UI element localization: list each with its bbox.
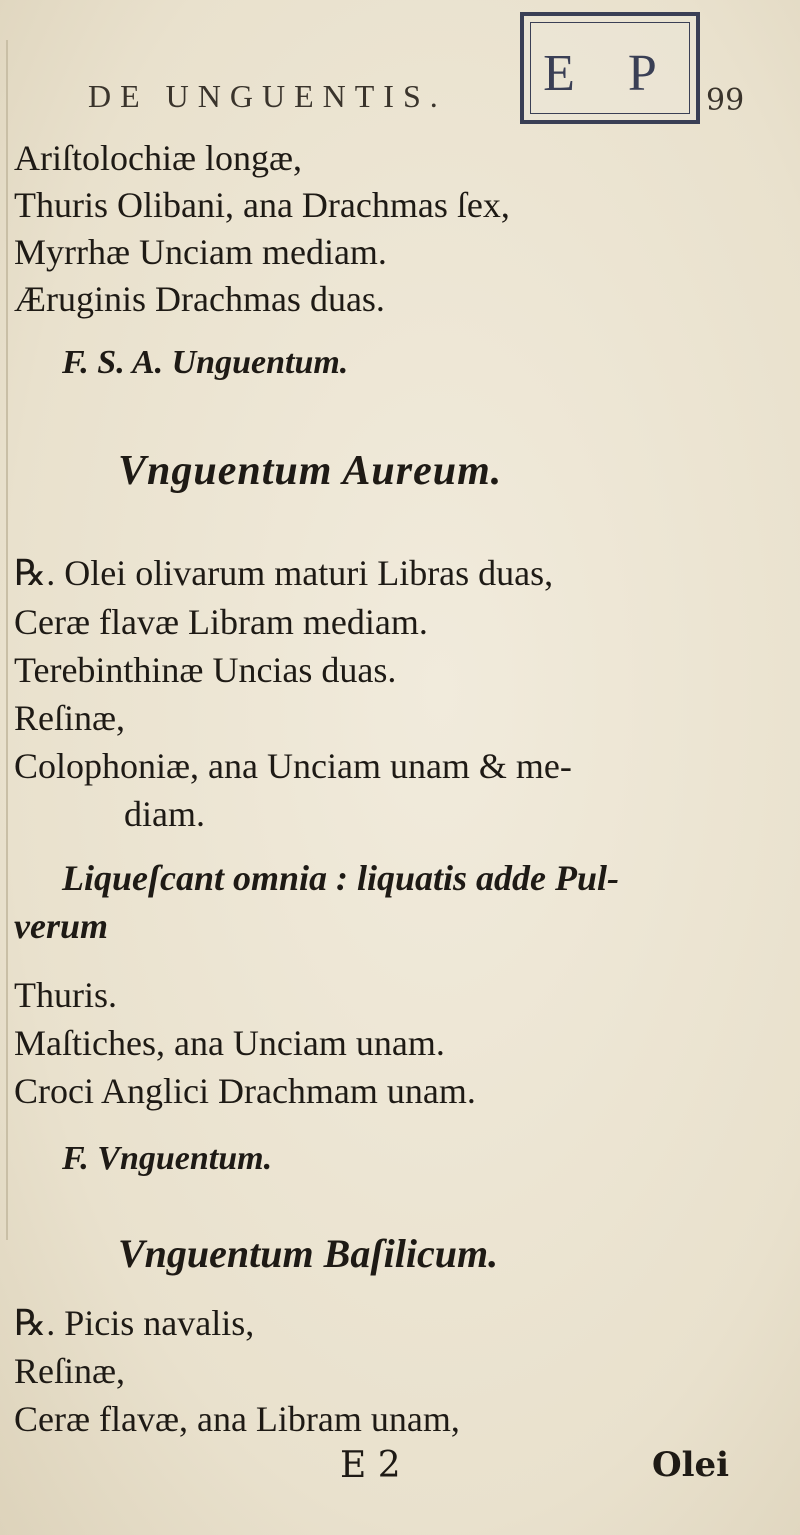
text-line: diam. (124, 794, 205, 834)
stamp-lettering: E P (543, 45, 677, 102)
text-line: Ceræ flavæ, ana Libram unam, (14, 1399, 460, 1439)
text-line: Ceræ flavæ Libram mediam. (14, 602, 428, 642)
recipe-heading: Vnguentum Aureum. (118, 448, 503, 494)
text-line: Reſinæ, (14, 1351, 126, 1391)
text-line: Thuris Olibani, ana Drachmas ſex, (14, 185, 510, 225)
text-line: ℞. Picis navalis, (14, 1303, 255, 1343)
page-number: 99 (706, 83, 745, 118)
text-line: Terebinthinæ Uncias duas. (14, 650, 397, 690)
running-title: DE UNGUENTIS. (88, 78, 447, 114)
text-line: ℞. Olei olivarum maturi Libras duas, (14, 553, 554, 593)
text-line: Thuris. (14, 975, 117, 1015)
text-line: Reſinæ, (14, 698, 126, 738)
signature-mark: E 2 (340, 1445, 401, 1486)
instruction-line: F. Vnguentum. (62, 1140, 273, 1177)
instruction-line: F. S. A. Unguentum. (62, 344, 349, 381)
page-edge-shadow (6, 40, 8, 1240)
catchword: Olei (652, 1445, 730, 1485)
instruction-line: verum (14, 906, 108, 946)
recipe-heading: Vnguentum Baſilicum. (118, 1231, 499, 1276)
text-line: Ariſtolochiæ longæ, (14, 138, 302, 178)
library-stamp (520, 12, 700, 124)
text-line: Croci Anglici Drachmam unam. (14, 1071, 476, 1111)
text-line: Æruginis Drachmas duas. (14, 279, 385, 319)
text-line: Myrrhæ Unciam mediam. (14, 232, 387, 272)
text-line: Maſtiches, ana Unciam unam. (14, 1023, 445, 1063)
text-line: Colophoniæ, ana Unciam unam & me- (14, 746, 572, 786)
instruction-line: Liqueſcant omnia : liquatis adde Pul- (62, 858, 620, 898)
